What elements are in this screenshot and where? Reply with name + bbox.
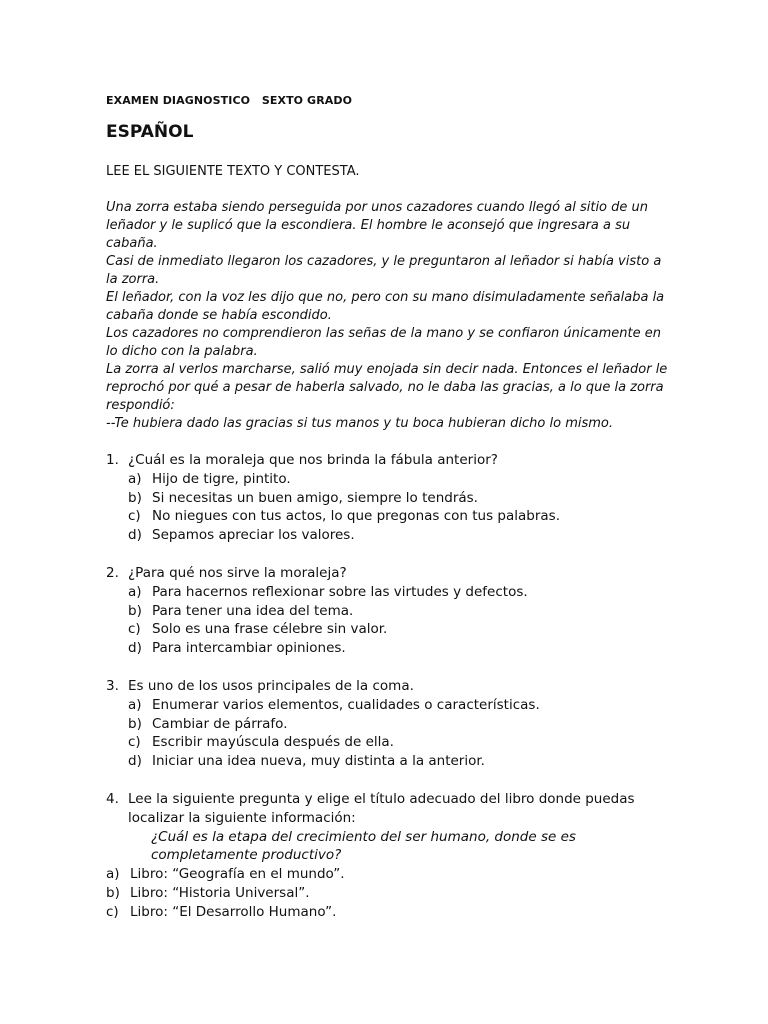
question-1 [106,451,686,545]
question-text: ¿Cuál es la moraleja que nos brinda la fábula anterior? [128,452,498,468]
option-text: Cambiar de párrafo. [152,715,288,732]
option-text: Solo es una frase célebre sin valor. [152,621,388,638]
answer-option[interactable] [106,884,686,903]
option-text: No niegues con tus actos, lo que pregonas con tus palabras. [152,508,561,525]
option-letter: a) [128,583,142,600]
option-text: Si necesitas un buen amigo, siempre lo tendrás. [152,489,478,506]
option-letter: b) [128,715,142,732]
instruction-text: LEE EL SIGUIENTE TEXTO Y CONTESTA. [106,164,360,179]
option-letter: c) [128,508,141,525]
answer-option[interactable] [106,470,686,489]
option-letter: d) [128,753,142,770]
exam-title: EXAMEN DIAGNOSTICO SEXTO GRADO [106,94,353,107]
option-letter: c) [128,621,141,638]
fable-line: respondió: [106,398,175,413]
option-letter: d) [128,640,142,657]
fable-line: la zorra. [106,272,160,287]
answer-option[interactable] [106,639,686,658]
option-letter: d) [128,527,142,544]
answer-option[interactable] [106,865,686,884]
option-text: Para intercambiar opiniones. [152,640,346,657]
fable-line: La zorra al verlos marcharse, salió muy enojada sin decir nada. Entonces el leñador le [106,362,668,377]
fable-line: cabaña. [106,236,158,251]
fable-line: reprochó por qué a pesar de haberla salvado, no le daba las gracias, a lo que la zorra [106,380,664,395]
fable-line: lo dicho con la palabra. [106,344,258,359]
answer-option[interactable] [106,903,686,922]
answer-option[interactable] [106,752,686,771]
answer-option[interactable] [106,696,686,715]
question-quote: completamente productivo? [151,847,342,864]
option-text: Libro: “Geografía en el mundo”. [130,866,345,883]
option-text: Libro: “Historia Universal”. [130,884,310,901]
fable-line: El leñador, con la voz les dijo que no, pero con su mano disimuladamente señalaba la [106,290,665,305]
option-letter: a) [128,696,142,713]
option-letter: b) [128,489,142,506]
option-text: Escribir mayúscula después de ella. [152,734,394,751]
question-4 [106,790,686,922]
question-text: ¿Para qué nos sirve la moraleja? [128,565,347,581]
answer-option[interactable] [106,733,686,752]
question-text: Lee la siguiente pregunta y elige el título adecuado del libro donde puedas [128,791,635,807]
answer-option[interactable] [106,583,686,602]
answer-option[interactable] [106,715,686,734]
answer-option[interactable] [106,602,686,621]
answer-option[interactable] [106,526,686,545]
question-2 [106,564,686,658]
fable-line: leñador y le suplicó que la escondiera. El hombre le aconsejó que ingresara a su [106,218,631,233]
question-text: localizar la siguiente información: [128,809,356,826]
option-letter: c) [106,903,119,920]
answer-option[interactable] [106,489,686,508]
fable-line: Los cazadores no comprendieron las señas de la mano y se confiaron únicamente en [106,326,662,341]
fable-line: Una zorra estaba siendo perseguida por unos cazadores cuando llegó al sitio de un [106,200,649,215]
option-text: Libro: “El Desarrollo Humano”. [130,903,337,920]
option-text: Para tener una idea del tema. [152,602,354,619]
question-number: 2. [106,565,119,581]
option-text: Para hacernos reflexionar sobre las virtudes y defectos. [152,583,528,600]
question-number: 3. [106,678,119,694]
option-letter: a) [128,470,142,487]
question-number: 4. [106,791,119,807]
option-letter: c) [128,734,141,751]
question-quote: ¿Cuál es la etapa del crecimiento del ser humano, donde se es [151,828,576,845]
fable-text [106,199,666,433]
option-letter: b) [128,602,142,619]
answer-option[interactable] [106,620,686,639]
option-text: Iniciar una idea nueva, muy distinta a la anterior. [152,753,485,770]
fable-line: --Te hubiera dado las gracias si tus manos y tu boca hubieran dicho lo mismo. [106,416,614,431]
option-text: Sepamos apreciar los valores. [152,527,355,544]
option-letter: a) [106,866,120,883]
question-number: 1. [106,452,119,468]
answer-option[interactable] [106,507,686,526]
option-text: Enumerar varios elementos, cualidades o características. [152,696,540,713]
option-letter: b) [106,884,120,901]
question-3 [106,677,686,771]
option-text: Hijo de tigre, pintito. [152,470,291,487]
fable-line: cabaña donde se había escondido. [106,308,332,323]
subject-heading: ESPAÑOL [106,122,194,142]
fable-line: Casi de inmediato llegaron los cazadores, y le preguntaron al leñador si había visto a [106,254,662,269]
question-text: Es uno de los usos principales de la coma. [128,678,414,694]
